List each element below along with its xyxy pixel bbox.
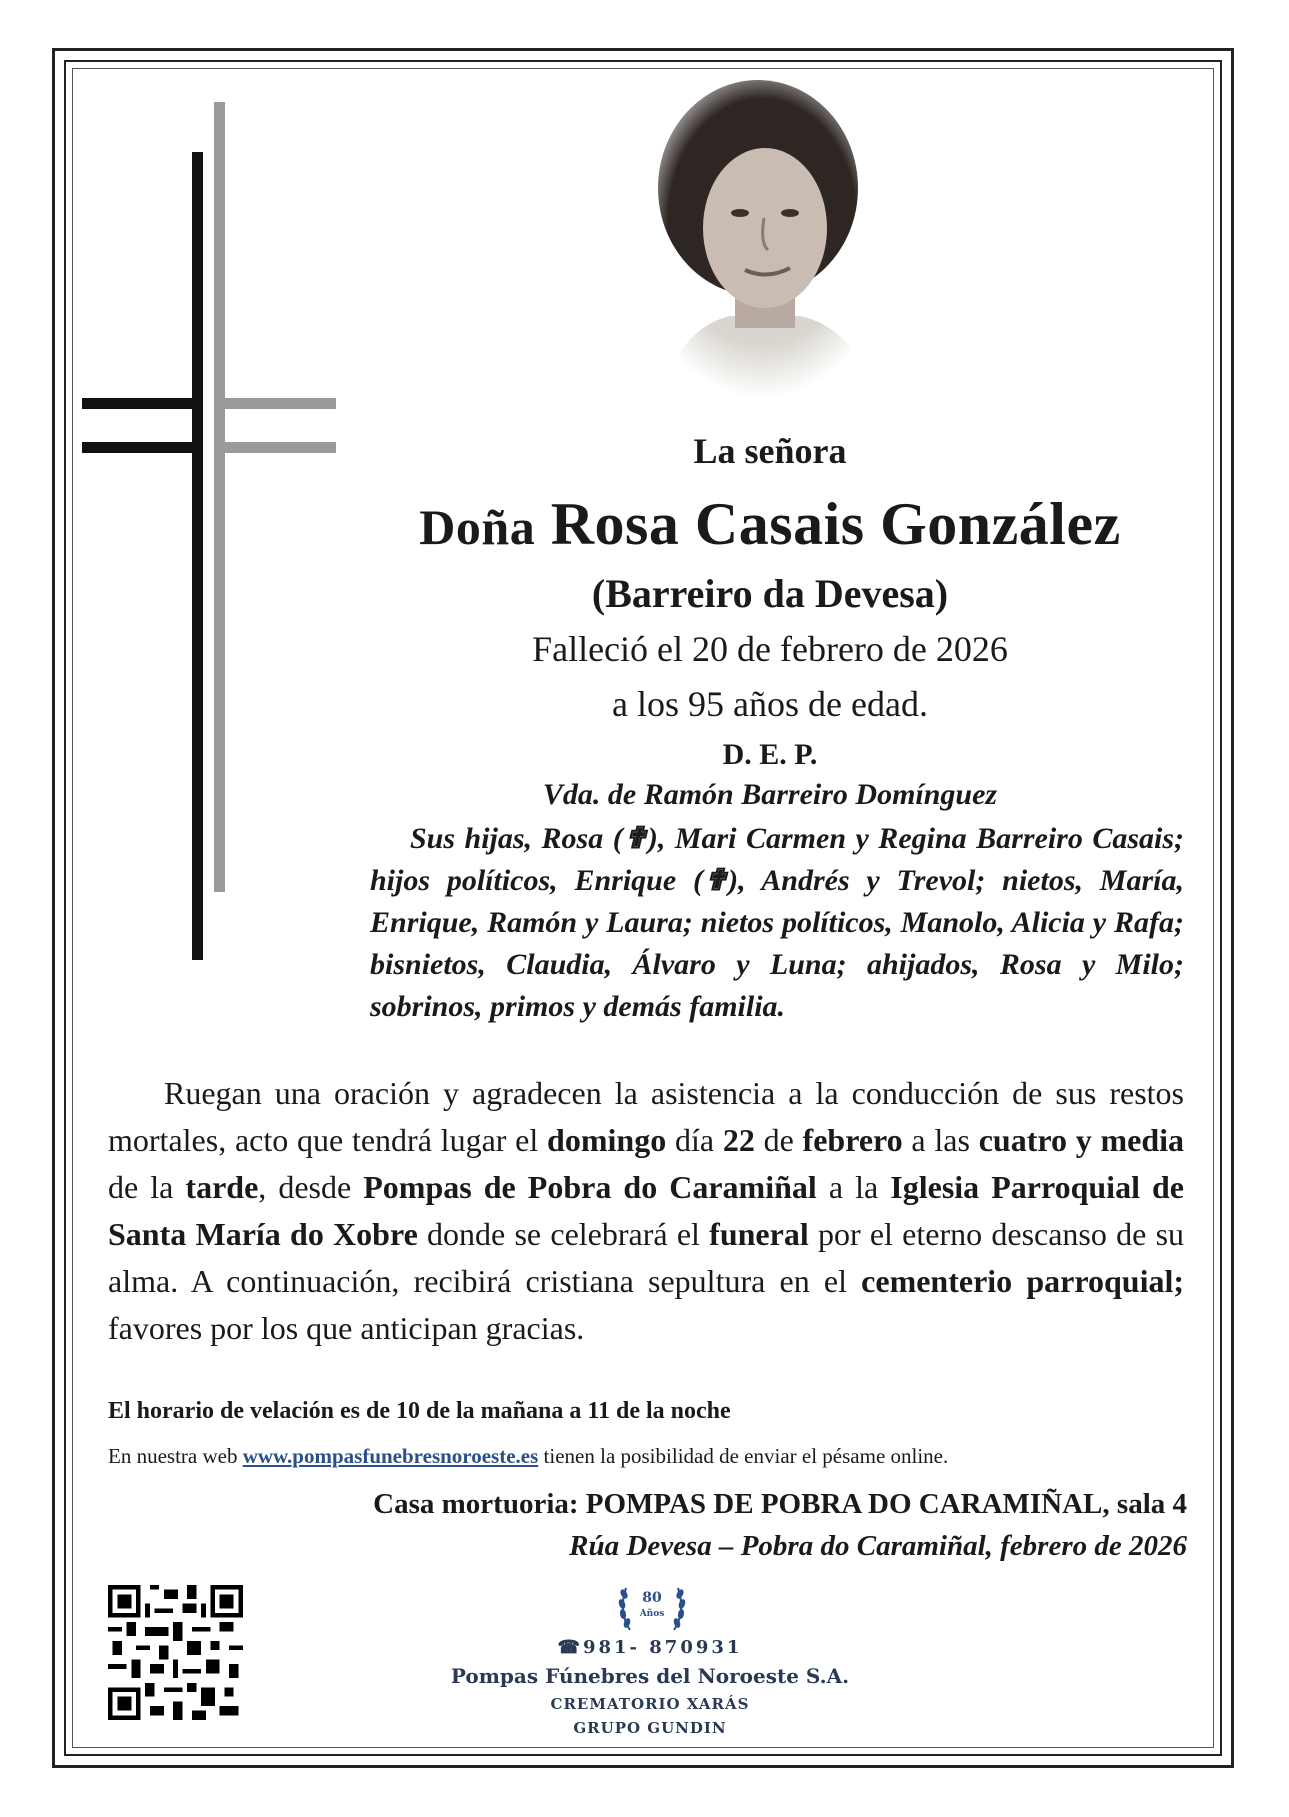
website-link[interactable]: www.pompasfunebresnoroeste.es [242,1444,539,1468]
honorific: Doña [419,499,536,555]
location-date: Rúa Devesa – Pobra do Caramiñal, febrero de 2026 [569,1530,1187,1562]
qr-code-icon[interactable] [108,1585,243,1720]
deceased-name [340,490,1200,559]
company-name: Pompas Fúnebres del Noroeste S.A. [450,1664,850,1688]
family-list: Sus hijas, Rosa (✟), Mari Carmen y Regina Barreiro Casais; hijos políticos, Enrique (✟), Andrés y Trevol; nietos, María, Enrique, Ramón y Laura; nietos políticos, Manolo, Alicia y Rafa; bisnietos, Claudia, Álvaro y Luna; ahijados, Rosa y Milo; sobrinos, primos y demás familia. [370,822,1184,1023]
body-paragraph: Ruegan una oración y agradecen la asistencia a la conducción de sus restos mortales, acto que tendrá lugar el domingo día 22 de febrero a las cuatro y media de la tarde, desde Pompas de Pobra do Caramiñal a la Iglesia Parroquial de Santa María do Xobre donde se celebrará el funeral por el eterno descanso de su alma. A continuación, recibirá cristiana sepultura en el cementerio parroquial; favores por los que anticipan gracias. [108,1075,1185,1346]
funeral-home: Casa mortuoria: POMPAS DE POBRA DO CARAMIÑAL, sala 4 [373,1488,1187,1520]
full-name: Rosa Casais González [550,491,1121,557]
death-date: Falleció el 20 de febrero de 2026 [532,629,1008,669]
viewing-hours: El horario de velación es de 10 de la mañana a 11 de la noche [108,1398,731,1424]
logo-number: 80 [642,1590,662,1606]
intro-text: La señora [693,431,847,471]
widow-line: Vda. de Ramón Barreiro Domínguez [542,778,998,811]
anniversary-logo-icon [612,1572,692,1644]
logo-word: Años [639,1609,665,1619]
age: a los 95 años de edad. [612,684,928,724]
phone-number: ☎981- 870931 [557,1637,743,1658]
portrait-photo [640,78,885,398]
web-notice: En nuestra web www.pompasfunebresnoroeste.es tienen la posibilidad de enviar el pésame online. [108,1444,949,1468]
group-name: GRUPO GUNDIN [573,1719,727,1737]
dep: D. E. P. [722,738,818,771]
alias: (Barreiro da Devesa) [591,571,949,616]
crematorio: CREMATORIO XARÁS [550,1695,750,1713]
